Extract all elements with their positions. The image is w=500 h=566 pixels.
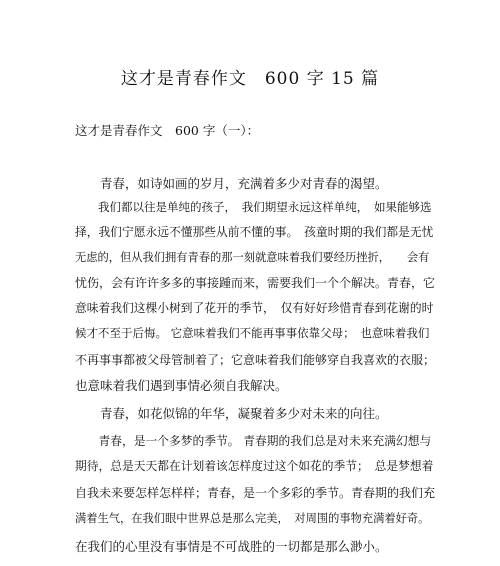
body-line: 我们都以往是单纯的孩子， 我们期望永远这样单纯， 如果能够选: [75, 200, 432, 214]
body-line: 青春，如花似锦的年华，凝聚着多少对未来的向往。: [75, 406, 388, 421]
body-line: 择，我们宁愿永远不懂那些从前不懂的事。 孩童时期的我们都是无忧: [75, 225, 434, 239]
body-line: 在我们的心里没有事情是不可战胜的一切都是那么渺小。: [75, 539, 388, 554]
body-line: 满着生气，在我们眼中世界总是那么完美， 对周围的事物充满着好奇。: [75, 512, 430, 525]
body-line: 意味着我们这棵小树到了花开的季节， 仅有好好珍惜青春到花谢的时: [75, 301, 434, 315]
body-line: 候才不至于后悔。 它意味着我们不能再事事依靠父母； 也意味着我们: [75, 326, 430, 340]
body-line: 忧伤，会有许许多多的事接踵而来，需要我们一个个解决。青春，它: [75, 276, 436, 290]
body-line: 不再事事都被父母管制着了；它意味着我们能够穿自我喜欢的衣服；: [75, 353, 436, 367]
body-line: 青春，是一个多梦的季节。 青春期的我们总是对未来充满幻想与: [75, 434, 432, 448]
document-title: 这才是青春作文 600 字 15 篇: [120, 69, 380, 89]
body-line: 也意味着我们遇到事情必须自我解决。: [75, 378, 288, 393]
document-subtitle: 这才是青春作文 600 字（一）：: [75, 123, 260, 138]
body-line: 自我未来要怎样怎样样；青春，是一个多彩的季节。青春期的我们充: [75, 486, 436, 500]
body-line: 期待，总是天天都在计划着该怎样度过这个如花的季节； 总是梦想着: [75, 459, 434, 473]
body-line: 青春，如诗如画的岁月，充满着多少对青春的渴望。: [75, 176, 388, 191]
body-line: 无虑的，但从我们拥有青春的那一刻就意味着我们要经历挫折， 会有: [75, 251, 430, 264]
